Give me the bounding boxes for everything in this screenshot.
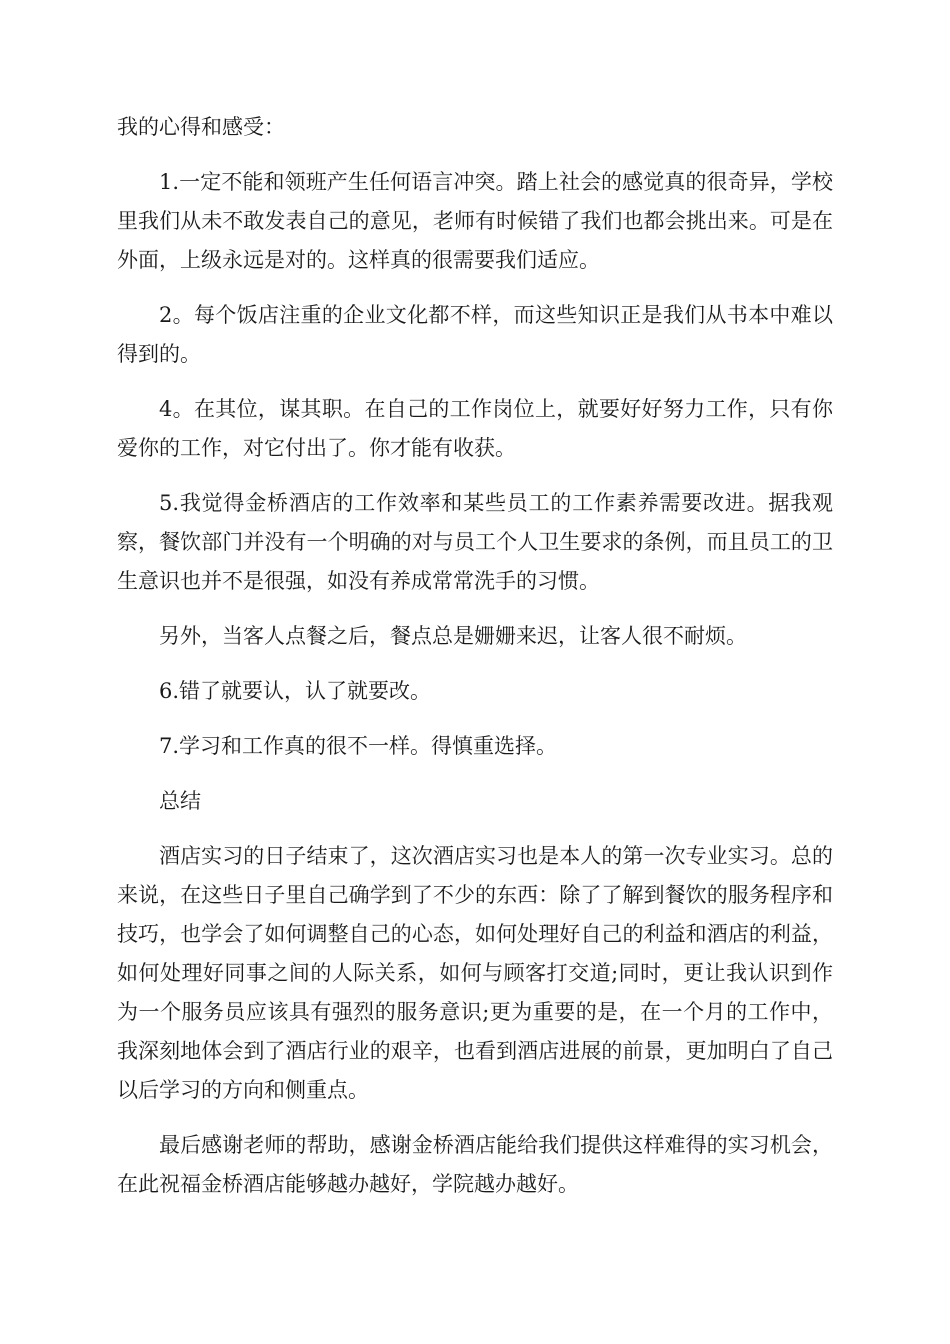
paragraph-point-7: 7.学习和工作真的很不一样。得慎重选择。 [159,734,558,758]
summary-heading: 总结 [159,789,201,813]
paragraph-point-5: 5.我觉得金桥酒店的工作效率和某些员工的工作素养需要改进。据我观察，餐饮部门并没有一个明确的对与员工个人卫生要求的条例，而且员工的卫生意识也并不是很强，如没有养成常常洗手的习惯。 [117,491,833,593]
paragraph-additional-note: 另外，当客人点餐之后，餐点总是姗姗来迟，让客人很不耐烦。 [159,624,747,648]
paragraph-point-1: 1.一定不能和领班产生任何语言冲突。踏上社会的感觉真的很奇异，学校里我们从未不敢发表自己的意见，老师有时候错了我们也都会挑出来。可是在外面，上级永远是对的。这样真的很需要我们适应。 [117,170,833,272]
section-heading: 我的心得和感受： [117,115,285,139]
document-body [117,108,833,1220]
paragraph-point-2: 2。每个饭店注重的企业文化都不样，而这些知识正是我们从书本中难以得到的。 [117,303,833,366]
paragraph-thanks: 最后感谢老师的帮助，感谢金桥酒店能给我们提供这样难得的实习机会，在此祝福金桥酒店能够越办越好，学院越办越好。 [117,1133,833,1196]
paragraph-point-6: 6.错了就要认，认了就要改。 [159,679,432,703]
paragraph-summary: 酒店实习的日子结束了，这次酒店实习也是本人的第一次专业实习。总的来说，在这些日子里自己确学到了不少的东西：除了了解到餐饮的服务程序和技巧，也学会了如何调整自己的心态，如何处理好自己的利益和酒店的利益，如何处理好同事之间的人际关系，如何与顾客打交道;同时，更让我认识到作为一个服务员应该具有强烈的服务意识;更为重要的是，在一个月的工作中，我深刻地体会到了酒店行业的艰辛，也看到酒店进展的前景，更加明白了自己以后学习的方向和侧重点。 [117,844,833,1102]
paragraph-point-4: 4。在其位，谋其职。在自己的工作岗位上，就要好好努力工作，只有你爱你的工作，对它付出了。你才能有收获。 [117,397,833,460]
